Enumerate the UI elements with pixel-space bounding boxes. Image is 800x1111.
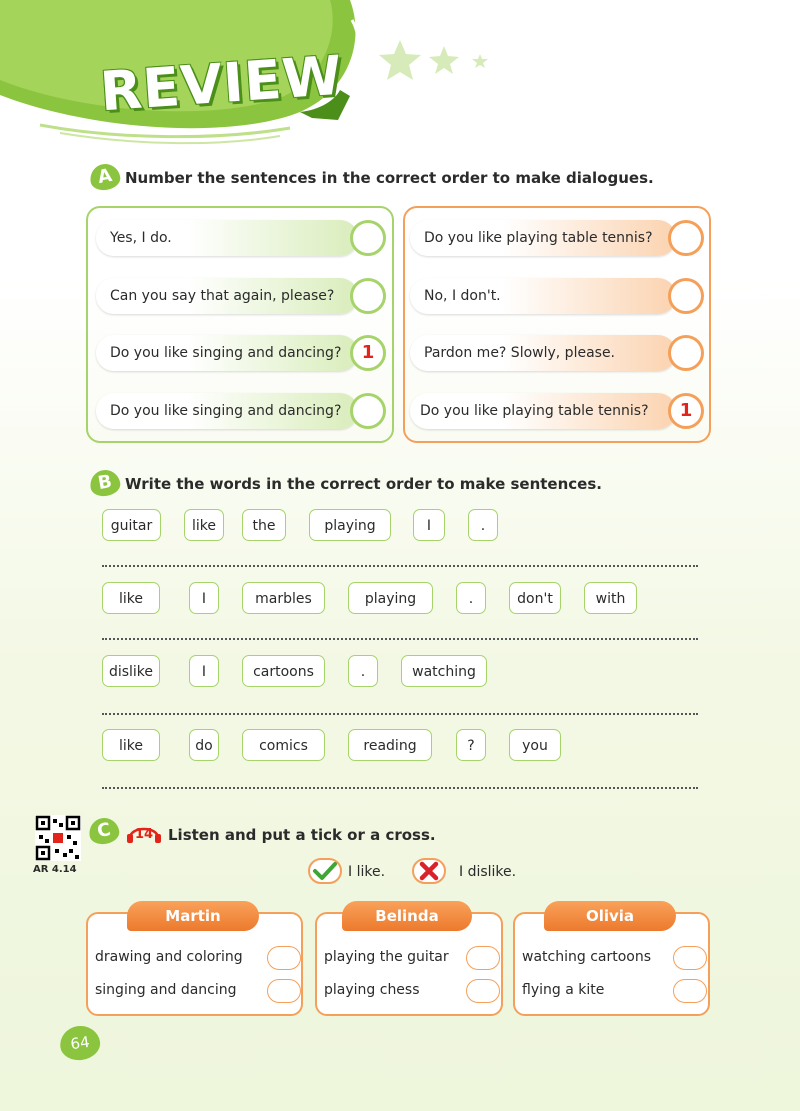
section-b-title: Write the words in the correct order to make sentences. bbox=[125, 475, 602, 493]
word-card[interactable]: reading bbox=[348, 729, 432, 761]
dialogue-sentence bbox=[96, 278, 358, 314]
answer-line[interactable] bbox=[102, 565, 698, 567]
track-number: 14 bbox=[135, 827, 154, 842]
answer-oval[interactable] bbox=[267, 946, 301, 970]
number-circle[interactable] bbox=[668, 220, 704, 256]
page-title: REVIEW bbox=[98, 43, 345, 124]
activity-label: flying a kite bbox=[522, 982, 605, 998]
cross-icon bbox=[418, 861, 440, 881]
sentence-text: Do you like singing and dancing? bbox=[110, 345, 342, 361]
word-card[interactable]: playing bbox=[309, 509, 391, 541]
sentence-text: Pardon me? Slowly, please. bbox=[424, 345, 616, 361]
word-card[interactable]: I bbox=[189, 582, 219, 614]
word-card[interactable]: you bbox=[509, 729, 561, 761]
word-card[interactable]: the bbox=[242, 509, 286, 541]
section-b-badge: B bbox=[88, 468, 122, 499]
answer-oval[interactable] bbox=[673, 946, 707, 970]
legend-dislike-label: I dislike. bbox=[459, 864, 517, 880]
word-card[interactable]: watching bbox=[401, 655, 487, 687]
tick-icon bbox=[312, 861, 338, 881]
word-card[interactable]: playing bbox=[348, 582, 433, 614]
dialogue-sentence bbox=[96, 335, 358, 371]
word-card[interactable]: I bbox=[413, 509, 445, 541]
answer-line[interactable] bbox=[102, 638, 698, 640]
page-number: 64 bbox=[58, 1023, 102, 1062]
word-card[interactable]: with bbox=[584, 582, 637, 614]
dialogue-sentence bbox=[410, 335, 676, 371]
word-card[interactable]: do bbox=[189, 729, 219, 761]
sentence-text: Do you like singing and dancing? bbox=[110, 403, 342, 419]
word-card[interactable]: guitar bbox=[102, 509, 161, 541]
number-circle[interactable] bbox=[668, 335, 704, 371]
student-name: Olivia bbox=[544, 901, 676, 931]
audio-track-badge[interactable] bbox=[126, 822, 162, 844]
activity-label: drawing and coloring bbox=[95, 949, 243, 965]
word-card[interactable]: I bbox=[189, 655, 219, 687]
word-card[interactable]: like bbox=[102, 582, 160, 614]
cross-legend bbox=[412, 858, 446, 884]
section-c-title: Listen and put a tick or a cross. bbox=[168, 826, 436, 844]
number-circle[interactable] bbox=[350, 220, 386, 256]
number-circle[interactable] bbox=[668, 278, 704, 314]
sentence-text: Do you like playing table tennis? bbox=[420, 403, 649, 419]
qr-code-icon[interactable] bbox=[35, 815, 81, 861]
section-a-title: Number the sentences in the correct order to make dialogues. bbox=[125, 169, 654, 187]
word-card[interactable]: cartoons bbox=[242, 655, 325, 687]
word-card[interactable]: comics bbox=[242, 729, 325, 761]
number-circle[interactable] bbox=[350, 278, 386, 314]
dialogue-sentence bbox=[410, 278, 676, 314]
legend-like-label: I like. bbox=[348, 864, 386, 880]
activity-label: singing and dancing bbox=[95, 982, 237, 998]
section-c-badge: C bbox=[87, 816, 121, 847]
word-card[interactable]: like bbox=[184, 509, 224, 541]
answer-oval[interactable] bbox=[466, 979, 500, 1003]
activity-label: watching cartoons bbox=[522, 949, 652, 965]
word-card[interactable]: don't bbox=[509, 582, 561, 614]
word-card[interactable]: . bbox=[468, 509, 498, 541]
stars-decoration-icon bbox=[372, 36, 492, 86]
number-circle[interactable] bbox=[350, 393, 386, 429]
word-card[interactable]: like bbox=[102, 729, 160, 761]
word-card[interactable]: dislike bbox=[102, 655, 160, 687]
dialogue-sentence bbox=[410, 393, 676, 429]
qr-label: AR 4.14 bbox=[33, 864, 77, 875]
sentence-text: Can you say that again, please? bbox=[110, 288, 335, 304]
sentence-text: Yes, I do. bbox=[110, 230, 172, 246]
student-name: Martin bbox=[127, 901, 259, 931]
sentence-text: Do you like playing table tennis? bbox=[424, 230, 653, 246]
word-card[interactable]: . bbox=[456, 582, 486, 614]
tick-legend bbox=[308, 858, 342, 884]
number-circle[interactable]: 1 bbox=[350, 335, 386, 371]
section-a-badge: A bbox=[88, 162, 122, 193]
answer-oval[interactable] bbox=[267, 979, 301, 1003]
answer-oval[interactable] bbox=[466, 946, 500, 970]
dialogue-sentence bbox=[410, 220, 676, 256]
word-card[interactable]: . bbox=[348, 655, 378, 687]
answer-oval[interactable] bbox=[673, 979, 707, 1003]
word-card[interactable]: ? bbox=[456, 729, 486, 761]
sentence-text: No, I don't. bbox=[424, 288, 501, 304]
dialogue-sentence bbox=[96, 220, 358, 256]
student-name: Belinda bbox=[342, 901, 472, 931]
activity-label: playing the guitar bbox=[324, 949, 449, 965]
number-circle[interactable]: 1 bbox=[668, 393, 704, 429]
answer-line[interactable] bbox=[102, 713, 698, 715]
word-card[interactable]: marbles bbox=[242, 582, 325, 614]
dialogue-sentence bbox=[96, 393, 358, 429]
answer-line[interactable] bbox=[102, 787, 698, 789]
activity-label: playing chess bbox=[324, 982, 420, 998]
